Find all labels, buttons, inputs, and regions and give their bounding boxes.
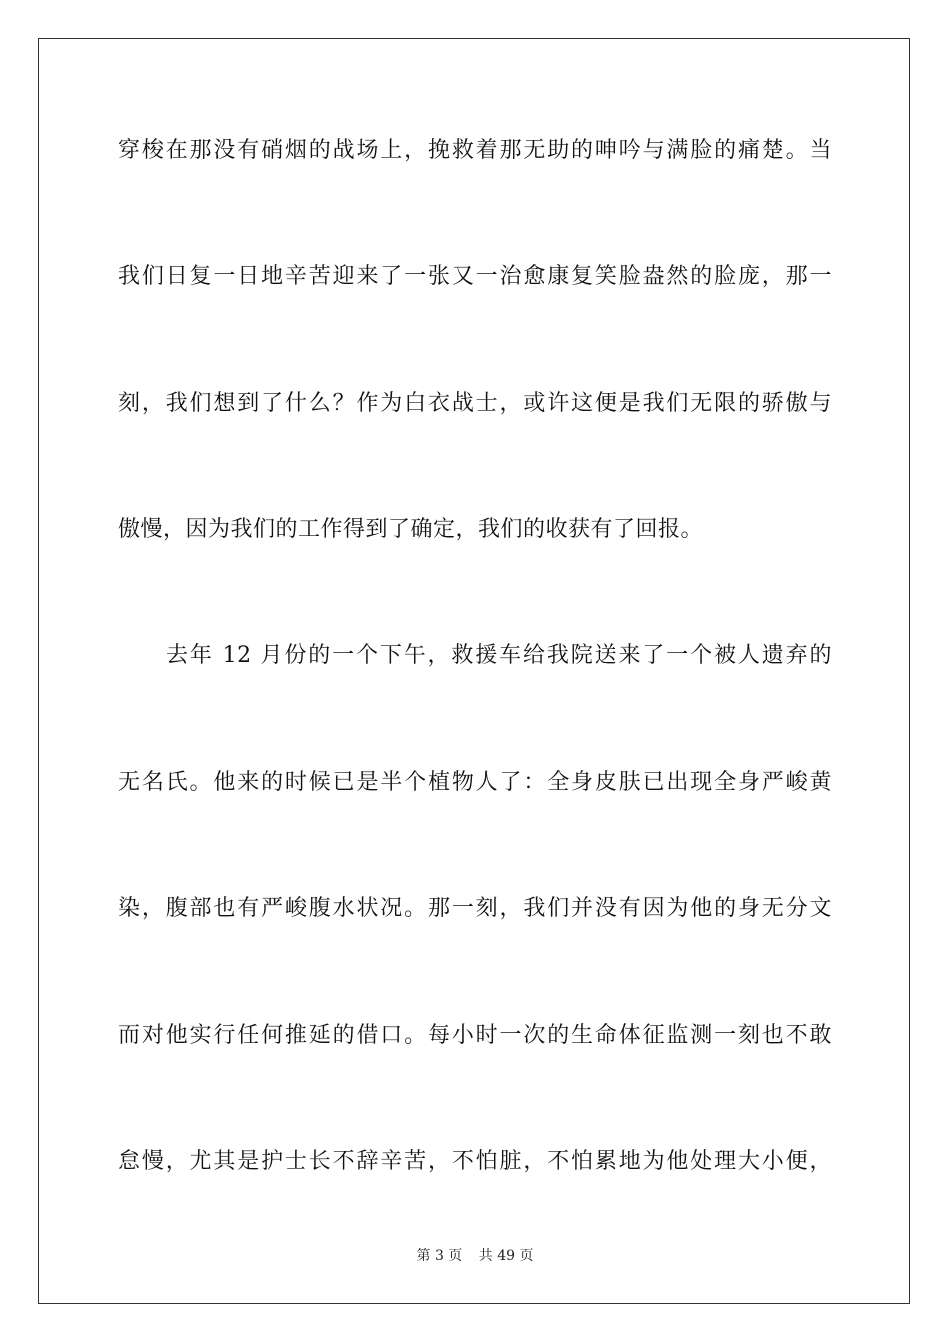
paragraph-line: 怠慢，尤其是护士长不辞辛苦，不怕脏，不怕累地为他处理大小便， — [118, 1149, 832, 1174]
paragraph-line: 穿梭在那没有硝烟的战场上，挽救着那无助的呻吟与满脸的痛楚。当 — [118, 138, 832, 163]
paragraph-line: 傲慢，因为我们的工作得到了确定，我们的收获有了回报。 — [118, 517, 704, 542]
page-border — [38, 38, 910, 1304]
page-number: 第 3 页 — [416, 1248, 463, 1264]
paragraph-line: 我们日复一日地辛苦迎来了一张又一治愈康复笑脸盎然的脸庞，那一 — [118, 264, 832, 289]
paragraph-line: 去年 12 月份的一个下午，救援车给我院送来了一个被人遗弃的 — [166, 643, 832, 668]
paragraph-line: 染，腹部也有严峻腹水状况。那一刻，我们并没有因为他的身无分文 — [118, 896, 832, 921]
paragraph-line: 而对他实行任何推延的借口。每小时一次的生命体征监测一刻也不敢 — [118, 1023, 832, 1048]
page-footer — [0, 1247, 950, 1265]
paragraph-line: 刻，我们想到了什么？作为白衣战士，或许这便是我们无限的骄傲与 — [118, 391, 832, 416]
page-total: 共 49 页 — [478, 1248, 534, 1264]
paragraph-line: 无名氏。他来的时候已是半个植物人了：全身皮肤已出现全身严峻黄 — [118, 770, 832, 795]
